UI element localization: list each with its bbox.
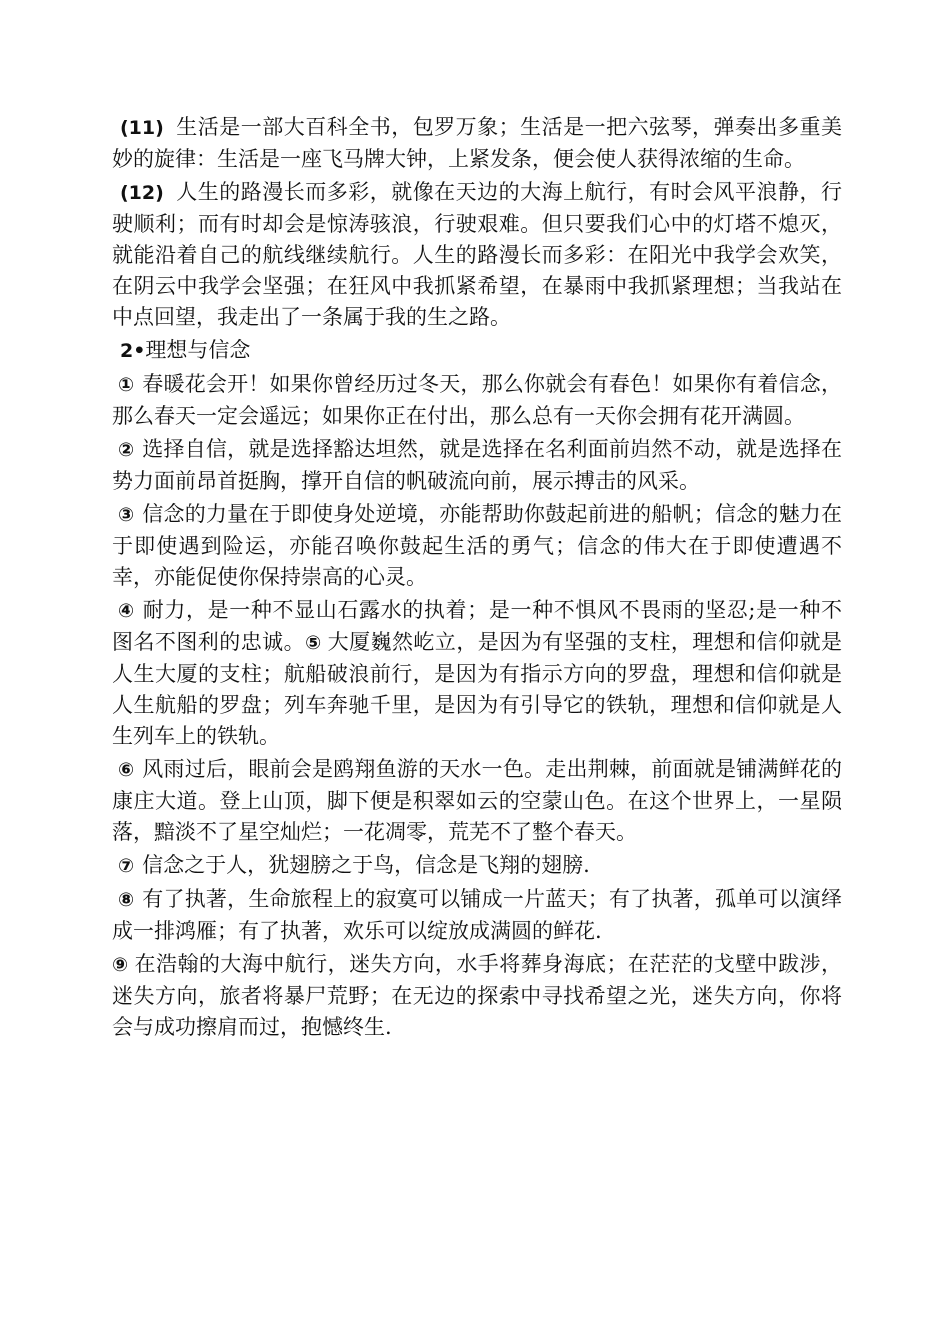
item-text: 信念之于人，犹翅膀之于鸟，信念是飞翔的翅膀.	[142, 853, 590, 877]
item-marker: ⑥	[118, 759, 135, 781]
section-heading-title: 理想与信念	[145, 338, 251, 362]
item-text: 春暖花会开！如果你曾经历过冬天，那么你就会有春色！如果你有着信念，那么春天一定会遥远；如果你正在付出，那么总有一天你会拥有花开满圆。	[112, 372, 842, 428]
paragraph-11	[112, 112, 842, 175]
item-marker: ④	[118, 600, 135, 622]
item-text: 在浩翰的大海中航行，迷失方向，水手将葬身海底；在茫茫的戈壁中跋涉，迷失方向，旅者将暴尸荒野；在无边的探索中寻找希望之光，迷失方向，你将会与成功擦肩而过，抱憾终生.	[112, 952, 842, 1039]
paragraph-text: 人生的路漫长而多彩，就像在天边的大海上航行，有时会风平浪静，行驶顺利；而有时却会是惊涛骇浪，行驶艰难。但只要我们心中的灯塔不熄灭，就能沿着自己的航线继续航行。人生的路漫长而多彩：在阳光中我学会欢笑，在阴云中我学会坚强；在狂风中我抓紧希望，在暴雨中我抓紧理想；当我站在中点回望，我走出了一条属于我的生之路。	[112, 180, 842, 329]
item-text: 选择自信，就是选择豁达坦然，就是选择在名利面前岿然不动，就是选择在势力面前昂首挺胸，撑开自信的帆破流向前，展示搏击的风采。	[112, 437, 842, 493]
item-text: 有了执著，生命旅程上的寂寞可以铺成一片蓝天；有了执著，孤单可以演绎成一排鸿雁；有了执著，欢乐可以绽放成满圆的鲜花.	[112, 887, 842, 943]
section-heading	[112, 335, 842, 367]
list-item	[112, 850, 842, 882]
item-marker: ⑦	[118, 855, 135, 877]
paragraph-number: (11)	[120, 117, 164, 139]
document-page	[112, 112, 842, 1045]
paragraph-number: (12)	[120, 182, 164, 204]
item-text-inline: 大厦巍然屹立，是因为有坚强的支柱，理想和信仰就是人生大厦的支柱；航船破浪前行，是因为有指示方向的罗盘，理想和信仰就是人生航船的罗盘；列车奔驰千里，是因为有引导它的铁轨，理想和信仰就是人生列车上的铁轨。	[112, 630, 843, 748]
list-item	[112, 369, 842, 432]
item-marker: ③	[118, 504, 135, 526]
item-text: 风雨过后，眼前会是鸥翔鱼游的天水一色。走出荆棘，前面就是铺满鲜花的康庄大道。登上山顶，脚下便是积翠如云的空蒙山色。在这个世界上，一星陨落，黯淡不了星空灿烂；一花凋零，荒芜不了整个春天。	[112, 757, 842, 844]
item-marker-inline: ⑤	[305, 632, 322, 654]
list-item	[112, 884, 842, 947]
list-item	[112, 499, 842, 593]
paragraph-12	[112, 177, 842, 333]
section-heading-number: 2•	[120, 340, 146, 362]
item-text: 耐力，是一种不显山石露水的执着；是一种不惧风不畏雨的坚忍;是一种不图名不图利的忠诚。	[112, 598, 842, 654]
list-item	[112, 434, 842, 497]
item-marker: ①	[118, 374, 135, 396]
list-item	[112, 595, 842, 752]
item-marker: ⑧	[118, 889, 135, 911]
list-item	[112, 754, 842, 848]
item-marker: ②	[118, 439, 135, 461]
list-item	[112, 949, 842, 1043]
item-text: 信念的力量在于即使身处逆境，亦能帮助你鼓起前进的船帆；信念的魅力在于即使遇到险运，亦能召唤你鼓起生活的勇气；信念的伟大在于即使遭遇不幸，亦能促使你保持崇高的心灵。	[112, 502, 842, 589]
item-marker: ⑨	[112, 954, 129, 976]
paragraph-text: 生活是一部大百科全书，包罗万象；生活是一把六弦琴，弹奏出多重美妙的旋律：生活是一座飞马牌大钟，上紧发条，便会使人获得浓缩的生命。	[112, 115, 842, 171]
